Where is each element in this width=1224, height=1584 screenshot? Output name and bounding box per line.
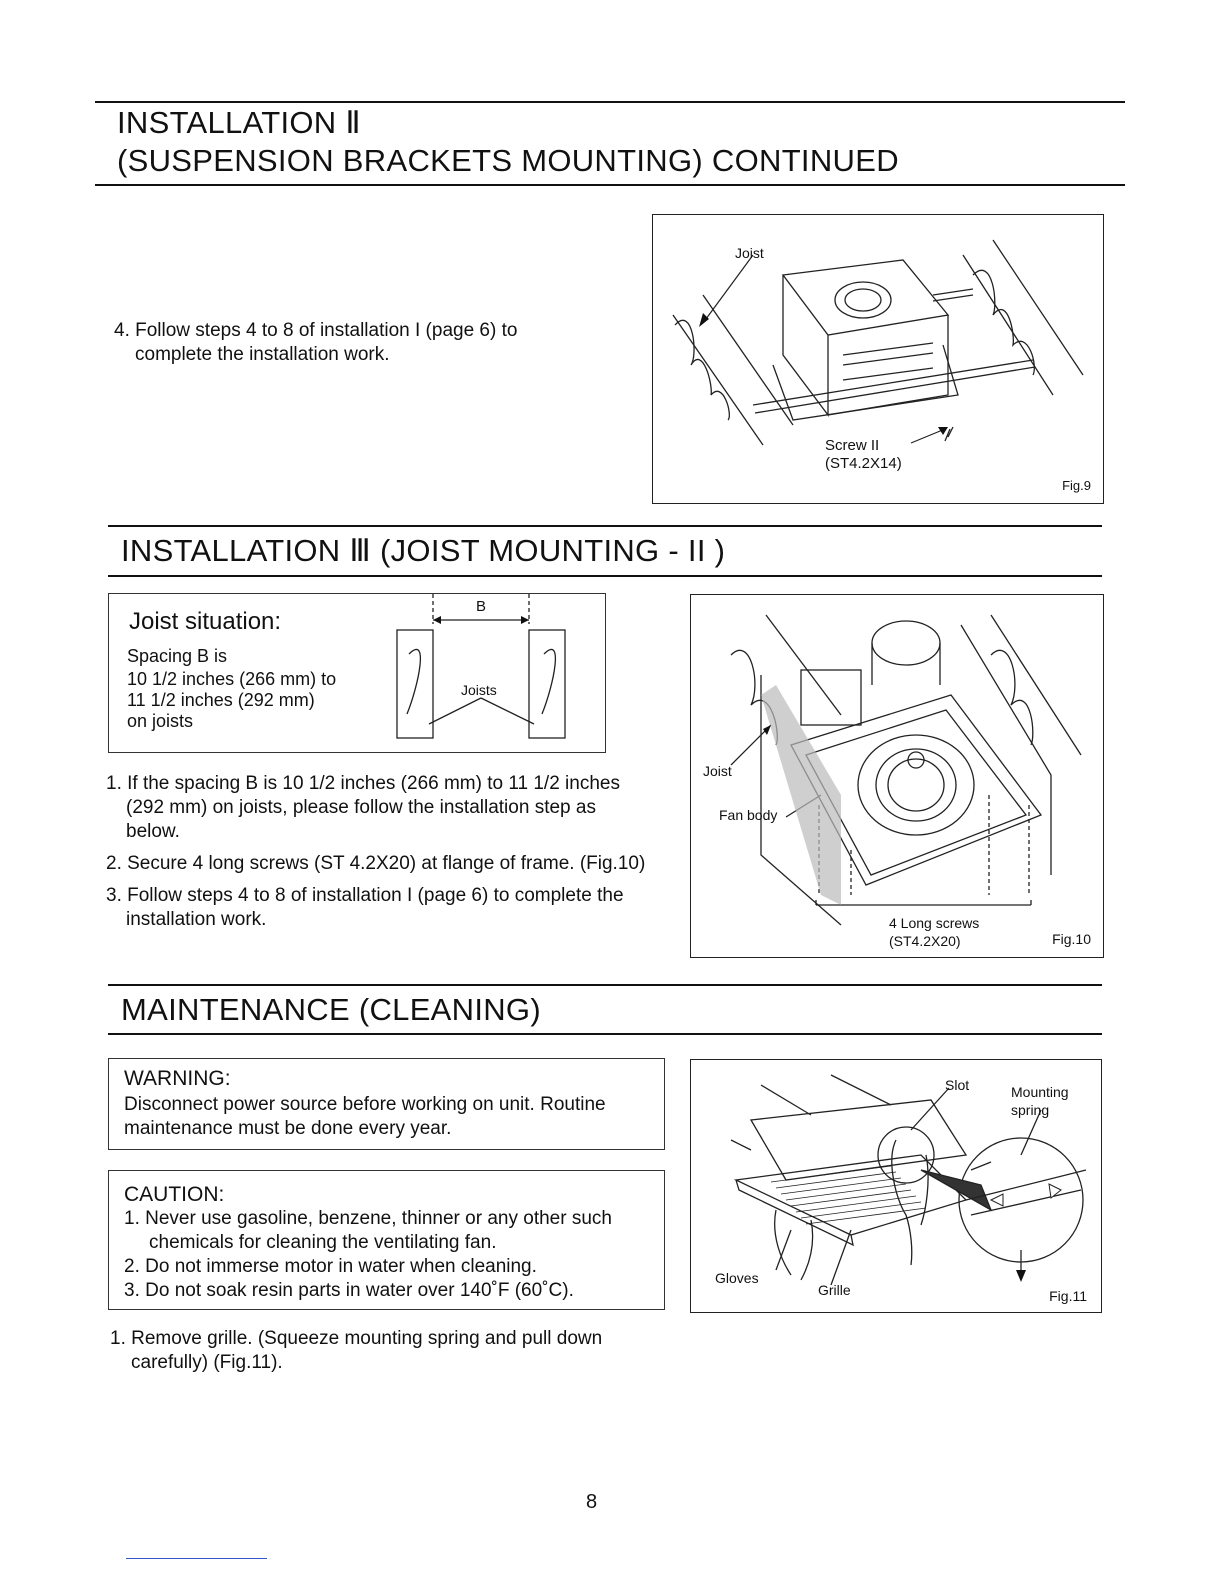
figure-9-screw-label-line2: (ST4.2X14) xyxy=(825,455,902,472)
figure-10-drawing xyxy=(691,595,1105,959)
figure-11-gloves-label: Gloves xyxy=(715,1270,759,1286)
joist-situation-heading: Joist situation: xyxy=(129,608,282,635)
figure-10-screws-label-line1: 4 Long screws xyxy=(889,915,980,931)
spacing-b-label: B xyxy=(476,598,487,615)
figure-9-caption: Fig.9 xyxy=(1062,478,1091,493)
warning-box xyxy=(108,1058,665,1150)
figure-10 xyxy=(690,594,1104,958)
joist-situation-line2: 10 1/2 inches (266 mm) to xyxy=(127,669,337,689)
section3-step1: 1. Remove grille. (Squeeze mounting spring and pull down carefully) (Fig.11). xyxy=(110,1328,603,1373)
section2-title: INSTALLATION Ⅲ (JOIST MOUNTING - II ) xyxy=(121,533,726,568)
section2-bottom-rule xyxy=(108,575,1102,577)
joists-label: Joists xyxy=(461,682,497,698)
joist-situation-line4: on joists xyxy=(127,711,194,731)
warning-heading: WARNING: xyxy=(124,1067,231,1090)
joist-spacing-diagram xyxy=(389,594,589,752)
figure-9-screw-label-line1: Screw II xyxy=(825,437,880,454)
joist-situation-line3: 11 1/2 inches (292 mm) xyxy=(127,690,315,710)
section3-top-rule xyxy=(108,984,1102,986)
joist-situation-box xyxy=(108,593,606,753)
section3-title: MAINTENANCE (CLEANING) xyxy=(121,992,541,1027)
page-number: 8 xyxy=(586,1491,598,1513)
section2-step2: 2. Secure 4 long screws (ST 4.2X20) at flange of frame. (Fig.10) xyxy=(106,853,646,874)
section1-title-line1: INSTALLATION Ⅱ xyxy=(117,105,361,140)
section3-bottom-rule xyxy=(108,1033,1102,1035)
figure-11 xyxy=(690,1059,1102,1313)
figure-9-joist-label: Joist xyxy=(735,245,764,261)
section2-step1: 1. If the spacing B is 10 1/2 inches (266 mm) to 11 1/2 inches (292 mm) on joists, please follow the installation step as below. xyxy=(106,773,620,842)
section1-step4-line2: complete the installation work. xyxy=(135,344,390,365)
caution-item-1: 1. Never use gasoline, benzene, thinner or any other such chemicals for cleaning the ventilating fan. xyxy=(124,1208,612,1253)
section2-step3: 3. Follow steps 4 to 8 of installation I (page 6) to complete the installation work. xyxy=(106,885,624,930)
caution-item-2: 2. Do not immerse motor in water when cleaning. xyxy=(124,1256,537,1277)
caution-box xyxy=(108,1170,665,1310)
section2-top-rule xyxy=(108,525,1102,527)
section1-bottom-rule xyxy=(95,184,1125,186)
figure-10-caption: Fig.10 xyxy=(1052,931,1091,947)
warning-text: Disconnect power source before working on unit. Routine maintenance must be done every year. xyxy=(124,1094,606,1139)
figure-10-joist-label: Joist xyxy=(703,763,732,779)
section2-steps xyxy=(106,772,646,940)
figure-11-slot-label: Slot xyxy=(945,1077,970,1093)
figure-11-mounting-label-line2: spring xyxy=(1011,1102,1050,1118)
caution-heading: CAUTION: xyxy=(124,1183,225,1206)
section1-top-rule xyxy=(95,101,1125,103)
figure-10-screws-label-line2: (ST4.2X20) xyxy=(889,933,961,949)
figure-11-caption: Fig.11 xyxy=(1049,1288,1087,1304)
section1-step4 xyxy=(114,319,614,367)
section1-title-line2: (SUSPENSION BRACKETS MOUNTING) CONTINUED xyxy=(117,143,899,178)
bottom-blue-line xyxy=(126,1558,267,1559)
joist-situation-line1: Spacing B is xyxy=(127,646,228,666)
figure-9 xyxy=(652,214,1104,504)
figure-10-fan-body-label: Fan body xyxy=(719,807,778,823)
section1-step4-line1: 4. Follow steps 4 to 8 of installation I (page 6) to xyxy=(114,320,518,341)
figure-11-grille-label: Grille xyxy=(818,1282,851,1298)
caution-item-3: 3. Do not soak resin parts in water over 140˚F (60˚C). xyxy=(124,1280,574,1301)
figure-11-mounting-label-line1: Mounting xyxy=(1011,1084,1069,1100)
